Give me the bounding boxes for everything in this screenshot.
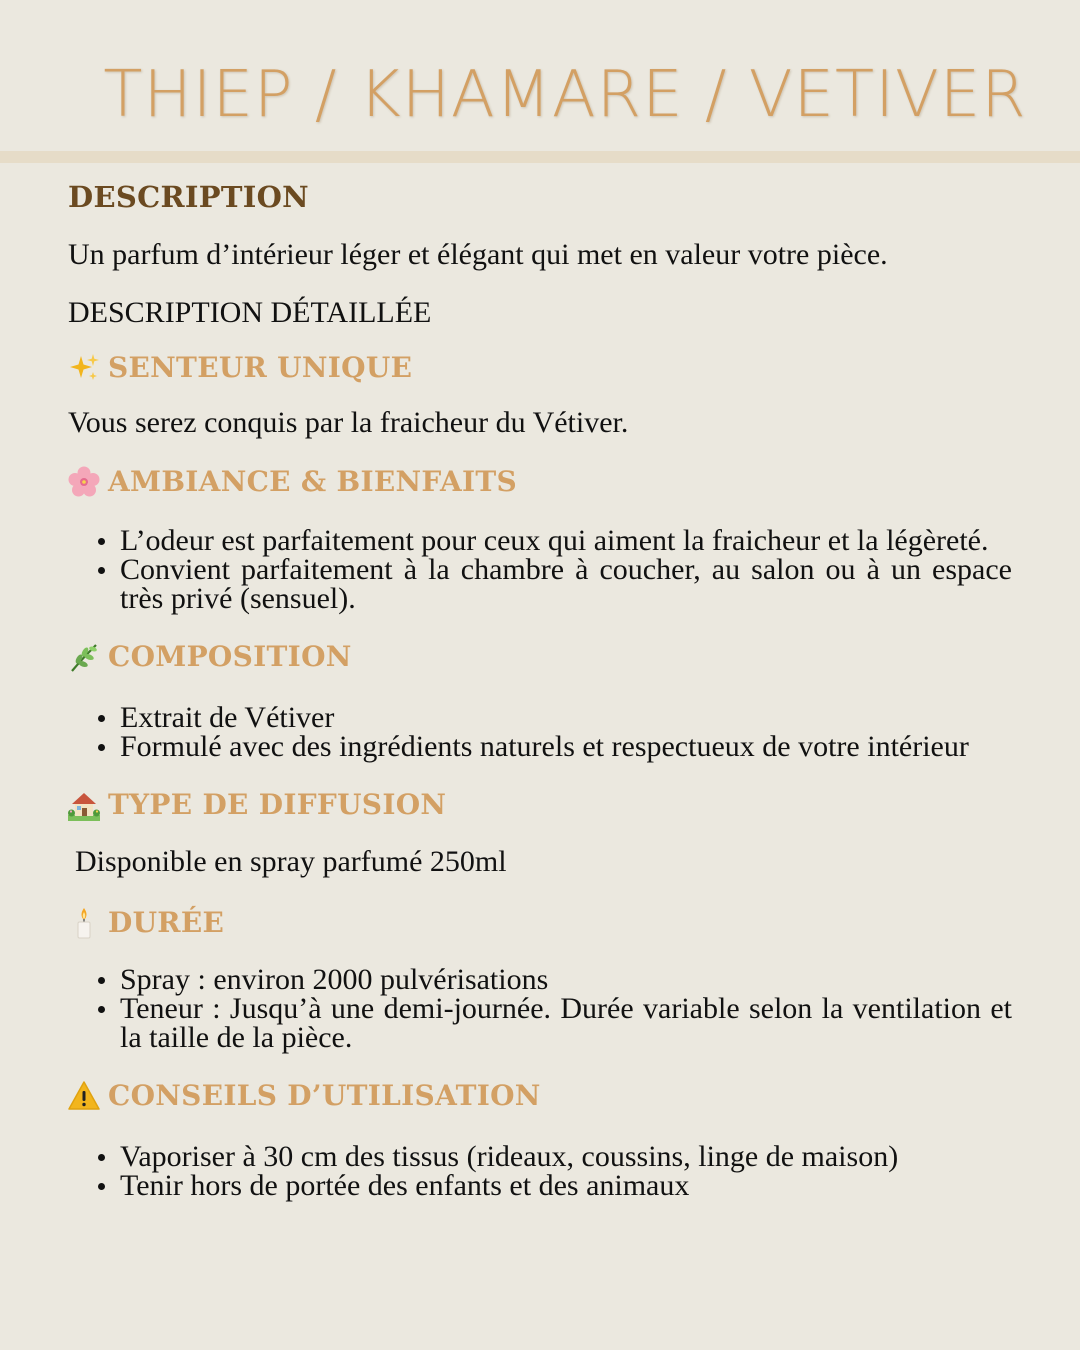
duree-list xyxy=(68,965,1012,1052)
list-item: Tenir hors de portée des enfants et des animaux xyxy=(120,1171,1012,1200)
composition-heading-label: COMPOSITION xyxy=(108,640,352,673)
herb-icon xyxy=(68,641,100,673)
senteur-heading-label: SENTEUR UNIQUE xyxy=(108,351,413,384)
warning-icon xyxy=(68,1080,100,1112)
senteur-heading xyxy=(68,348,1012,388)
conseils-heading-label: CONSEILS D’UTILISATION xyxy=(108,1079,541,1112)
diffusion-text: Disponible en spray parfumé 250ml xyxy=(75,845,507,878)
title-divider xyxy=(0,151,1080,163)
cherry-blossom-icon xyxy=(68,466,100,498)
sparkles-icon xyxy=(68,352,100,384)
ambiance-list xyxy=(68,526,1012,613)
ambiance-heading-label: AMBIANCE & BIENFAITS xyxy=(108,465,518,498)
composition-heading xyxy=(68,637,1012,677)
list-item: Extrait de Vétiver xyxy=(120,703,1012,732)
list-item: Teneur : Jusqu’à une demi-journée. Durée variable selon la ventilation et la taille de la pièce. xyxy=(120,992,1012,1054)
conseils-list xyxy=(68,1142,1012,1200)
diffusion-heading xyxy=(68,785,1012,825)
senteur-text: Vous serez conquis par la fraicheur du Vétiver. xyxy=(68,406,629,439)
duree-heading xyxy=(68,903,1012,943)
diffusion-heading-label: TYPE DE DIFFUSION xyxy=(108,788,447,821)
list-item: L’odeur est parfaitement pour ceux qui aiment la fraicheur et la légèreté. xyxy=(120,526,1012,555)
candle-icon xyxy=(68,907,100,939)
conseils-heading xyxy=(68,1076,1012,1116)
description-heading: DESCRIPTION xyxy=(68,180,309,214)
list-item: Vaporiser à 30 cm des tissus (rideaux, coussins, linge de maison) xyxy=(120,1142,1012,1171)
house-with-garden-icon xyxy=(68,789,100,821)
list-item: Formulé avec des ingrédients naturels et respectueux de votre intérieur xyxy=(120,732,1012,761)
product-content xyxy=(68,172,1012,1200)
list-item: Convient parfaitement à la chambre à coucher, au salon ou à un espace très privé (sensuel). xyxy=(120,553,1012,615)
list-item: Spray : environ 2000 pulvérisations xyxy=(120,965,1012,994)
duree-heading-label: DURÉE xyxy=(108,906,225,939)
ambiance-heading xyxy=(68,462,1012,502)
description-text: Un parfum d’intérieur léger et élégant qui met en valeur votre pièce. xyxy=(68,238,888,271)
detailed-description-heading: DESCRIPTION DÉTAILLÉE xyxy=(68,296,432,329)
composition-list xyxy=(68,703,1012,761)
page-title: THIEP / KHAMARE / VETIVER xyxy=(103,58,1027,132)
